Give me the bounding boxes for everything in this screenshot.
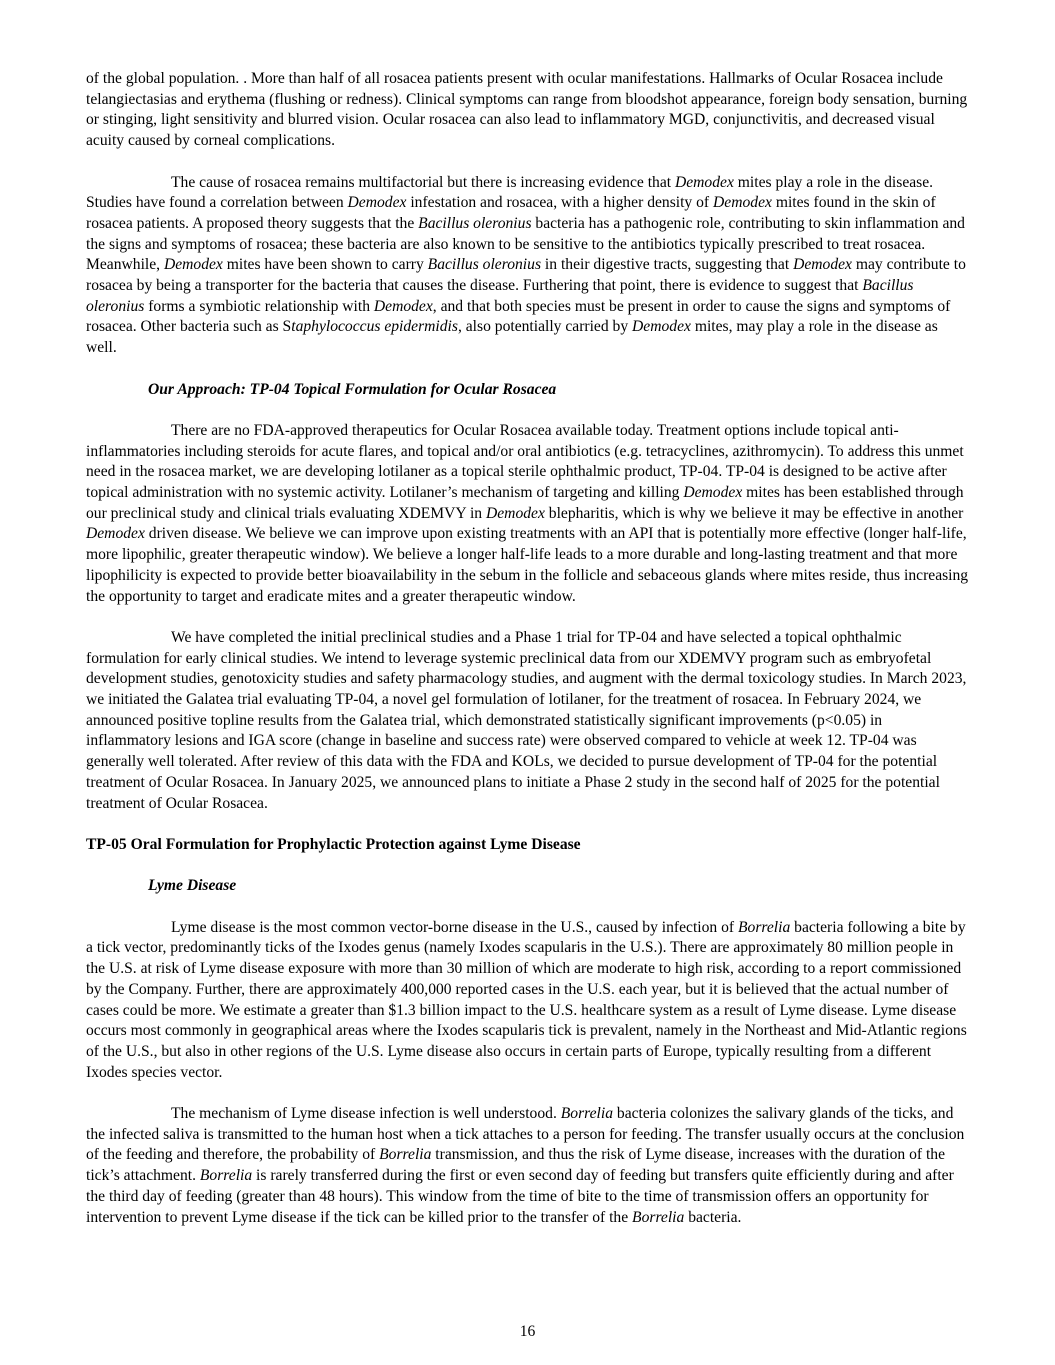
paragraph-tp04-approach: There are no FDA-approved therapeutics for Ocular Rosacea available today. Treatment options include topical anti-inflammatories including steroids for acute flares, and topical and/or oral antibiotics (e.g. tetracyclines, azithromycin). To address this unmet need in the rosacea market, we are developing lotilaner as a topical sterile ophthalmic product, TP-04. TP-04 is designed to be active after topical administration with no systemic activity. Lotilaner’s mechanism of targeting and killing Demodex mites has been established through our preclinical study and clinical trials evaluating XDEMVY in Demodex blepharitis, which is why we believe it may be effective in another Demodex driven disease. We believe we can improve upon existing treatments with an API that is potentially more effective (longer half-life, more lipophilic, greater therapeutic window). We believe a longer half-life leads to a more durable and long-lasting treatment and that more lipophilicity is expected to provide better bioavailability in the sebum in the follicle and sebaceous glands where mites reside, thus increasing the opportunity to target and eradicate mites and a greater therapeutic window. [86,421,969,605]
paragraph-rosacea-cause: The cause of rosacea remains multifactorial but there is increasing evidence that Demodex mites play a role in the disease. Studies have found a correlation between Demodex infestation and rosacea, with a higher density of Demodex mites found in the skin of rosacea patients. A proposed theory suggests that the Bacillus oleronius bacteria has a pathogenic role, contributing to skin inflammation and the signs and symptoms of rosacea; these bacteria are also known to be sensitive to the antibiotics typically prescribed to treat rosacea. Meanwhile, Demodex mites have been shown to carry Bacillus oleronius in their digestive tracts, suggesting that Demodex may contribute to rosacea by being a transporter for the bacteria that causes the disease. Furthering that point, there is evidence to suggest that Bacillus oleronius forms a symbiotic relationship with Demodex, and that both species must be present in order to cause the signs and symptoms of rosacea. Other bacteria such as Staphylococcus epidermidis, also potentially carried by Demodex mites, may play a role in the disease as well. [86,173,966,357]
heading-tp05: TP-05 Oral Formulation for Prophylactic Protection against Lyme Disease [86,835,581,853]
paragraph-lyme-mechanism: The mechanism of Lyme disease infection is well understood. Borrelia bacteria colonizes the salivary glands of the ticks, and the infected saliva is transmitted to the human host when a tick attaches to a person for feeding. The transfer usually occurs at the conclusion of the feeding and therefore, the probability of Borrelia transmission, and thus the risk of Lyme disease, increases with the duration of the tick’s attachment. Borrelia is rarely transferred during the first or even second day of feeding but transfers quite efficiently during and after the third day of feeding (greater than 48 hours). This window from the time of bite to the time of transmission offers an opportunity for intervention to prevent Lyme disease if the tick can be killed prior to the transfer of the Borrelia bacteria. [86,1105,965,1226]
document-page [86,69,970,1228]
paragraph-lyme-overview: Lyme disease is the most common vector-borne disease in the U.S., caused by infection of Borrelia bacteria following a bite by a tick vector, predominantly ticks of the Ixodes genus (namely Ixodes scapularis in the U.S.). There are approximately 80 million people in the U.S. at risk of Lyme disease exposure with more than 30 million of which are moderate to high risk, according to a report commissioned by the Company. Further, there are approximately 400,000 reported cases in the U.S. each year, but it is believed that the actual number of cases could be more. We estimate a greater than $1.3 billion impact to the U.S. healthcare system as a result of Lyme disease. Lyme disease occurs most commonly in geographical areas where the Ixodes scapularis tick is prevalent, namely in the Northeast and Mid-Atlantic regions of the U.S., but also in other regions of the U.S. Lyme disease also occurs in certain parts of Europe, typically resulting from a different Ixodes species vector. [86,918,967,1081]
paragraph-tp04-trials: We have completed the initial preclinical studies and a Phase 1 trial for TP-04 and have selected a topical ophthalmic formulation for early clinical studies. We intend to leverage systemic preclinical data from our XDEMVY program such as embryofetal development studies, genotoxicity studies and safety pharmacology studies, and augment with the dermal toxicology studies. In March 2023, we initiated the Galatea trial evaluating TP-04, a novel gel formulation of lotilaner, for the treatment of rosacea. In February 2024, we announced positive topline results from the Galatea trial, which demonstrated statistically significant improvements (p<0.05) in inflammatory lesions and IGA score (change in baseline and success rate) were observed compared to vehicle at week 12. TP-04 was generally well tolerated. After review of this data with the FDA and KOLs, we decided to pursue development of TP-04 for the potential treatment of Ocular Rosacea. In January 2025, we announced plans to initiate a Phase 2 study in the second half of 2025 for the potential treatment of Ocular Rosacea. [86,628,967,812]
subheading-lyme-disease: Lyme Disease [148,877,237,895]
paragraph-ocular-rosacea-intro: of the global population. . More than half of all rosacea patients present with ocular manifestations. Hallmarks of Ocular Rosacea include telangiectasias and erythema (flushing or redness). Clinical symptoms can range from bloodshot appearance, foreign body sensation, burning or stinging, light sensitivity and blurred vision. Ocular rosacea can also lead to inflammatory MGD, conjunctivitis, and decreased visual acuity caused by corneal complications. [86,70,968,150]
subheading-our-approach: Our Approach: TP-04 Topical Formulation for Ocular Rosacea [148,380,557,398]
page-number: 16 [519,1323,536,1340]
